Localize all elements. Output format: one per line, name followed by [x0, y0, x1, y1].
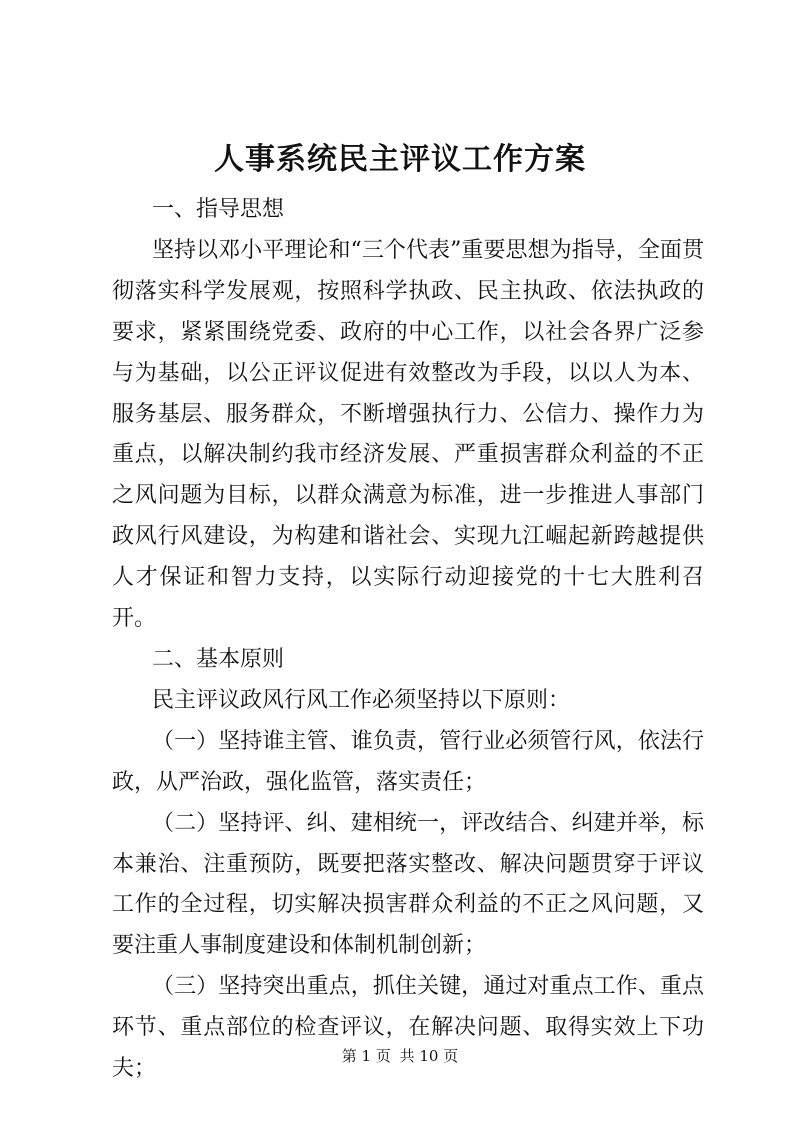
page-number: 第 1 页 — [341, 1047, 391, 1065]
document-title: 人事系统民主评议工作方案 — [214, 142, 586, 177]
section-heading-guiding-thought: 一、指导思想 — [152, 197, 285, 222]
page-total: 共 10 页 — [399, 1047, 459, 1065]
page-footer — [0, 1046, 800, 1066]
paragraph-principle-1: （一）坚持谁主管、谁负责，管行业必须管行风，依法行政，从严治政，强化监管，落实责任； — [112, 728, 704, 795]
paragraph-principle-3: （三）坚持突出重点，抓住关键，通过对重点工作、重点环节、重点部位的检查评议，在解决问题、取得实效上下功夫； — [112, 974, 704, 1082]
paragraph-principle-2: （二）坚持评、纠、建相统一，评改结合、纠建并举，标本兼治、注重预防，既要把落实整改、解决问题贯穿于评议工作的全过程，切实解决损害群众利益的不正之风问题，又要注重人事制度建设和体制机制创新； — [112, 810, 704, 959]
section-heading-basic-principles: 二、基本原则 — [152, 646, 285, 672]
document-body — [112, 190, 704, 1090]
paragraph-principles-intro: 民主评议政风行风工作必须坚持以下原则： — [152, 687, 571, 713]
paragraph-guiding-thought: 坚持以邓小平理论和“三个代表”重要思想为指导，全面贯彻落实科学发展观，按照科学执政、民主执政、依法执政的要求，紧紧围绕党委、政府的中心工作，以社会各界广泛参与为基础，以公正评议促进有效整改为手段，以以人为本、服务基层、服务群众，不断增强执行力、公信力、操作力为重点，以解决制约我市经济发展、严重损害群众利益的不正之风问题为目标，以群众满意为标准，进一步推进人事部门政风行风建设，为构建和谐社会、实现九江崛起新跨越提供人才保证和智力支持，以实际行动迎接党的十七大胜利召开。 — [112, 237, 704, 632]
